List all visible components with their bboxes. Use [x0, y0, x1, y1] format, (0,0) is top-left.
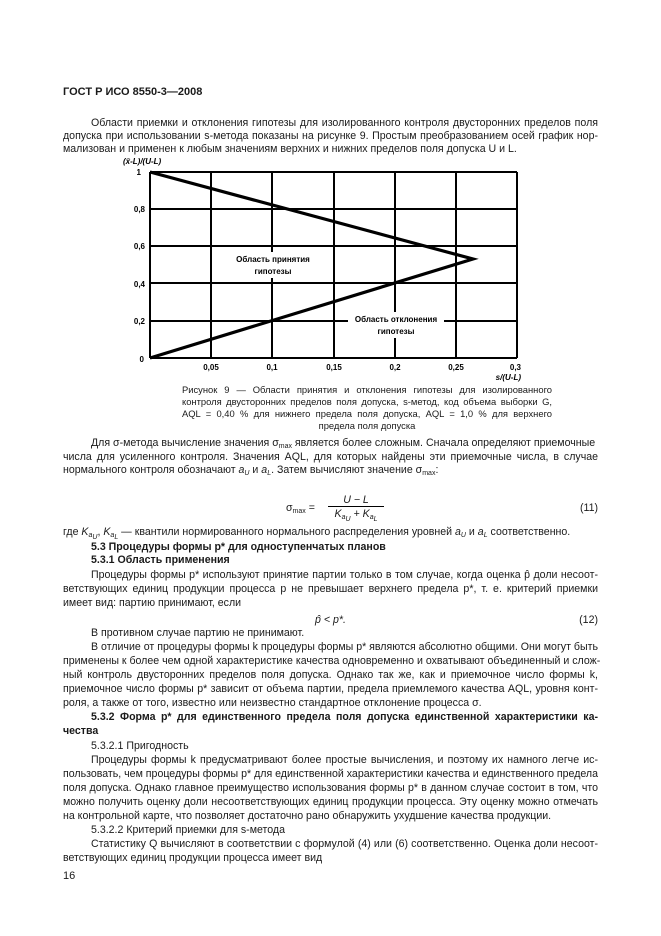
p5322-line-1: Статистику Q вычисляют в соответствии с формулой (4) или (6) соответственно. Оценка доли несоот- [91, 838, 598, 850]
p5322-line-2: ветствующих единиц продукции процесса имеет вид [63, 852, 323, 864]
svg-text:0,15: 0,15 [326, 363, 342, 372]
svg-text:0,3: 0,3 [509, 363, 521, 372]
intro-line-1: Области приемки и отклонения гипотезы для изолированного контроля двусторонних пределов поля [91, 117, 598, 129]
equation-12-number: (12) [579, 614, 598, 626]
p-diff-line-2: применены к более чем одной характеристике качества одновременно и охватывают объединенный и слож- [63, 655, 601, 667]
rejection-region-label: Область отклонения [354, 315, 438, 324]
svg-text:0,2: 0,2 [133, 317, 145, 326]
section-5-3-1-heading: 5.3.1 Область применения [91, 554, 230, 566]
svg-text:гипотезы: гипотезы [254, 267, 292, 276]
where-line: где $K_{a_U}$, $K_{a_L}$ — квантили нормированного нормального распределения уровней $a_U$ и $a_L$ соответственно. [63, 526, 571, 541]
p5321-line-3: поля допуска. Однако главное преимущество использования формы p* в данном случае состоит в том, что [63, 782, 598, 794]
p531-line-1: Процедуры формы p* используют принятие партии только в том случае, когда оценка p̂ доли несоот- [91, 569, 598, 581]
section-5-3-2-heading-cont: чества [63, 725, 99, 737]
chart-grid [150, 172, 517, 358]
svg-text:0,2: 0,2 [389, 363, 401, 372]
equation-11-number: (11) [579, 502, 598, 514]
p5321-line-2: пользовать, чем процедуры формы p* для единственной характеристики качества и единственного предела [63, 768, 598, 780]
chart-y-axis-label: (x̄-L)/(U-L) [123, 157, 162, 166]
sigma-paragraph-line-3: нормального контроля обозначают $a_U$ и $a_L$. Затем вычисляют значение $\sigma_{max}$: [63, 464, 439, 477]
p5321-line-5: на контрольной карте, что позволяет достаточно рано обнаружить ухудшение качества продукции. [63, 810, 552, 822]
section-5-3-2-2-heading: 5.3.2.2 Критерий приемки для s-метода [91, 824, 285, 836]
p-diff-line-4: приемочное число формы p* зависит от объема партии, предела приемлемого качества AQL, уровня конт- [63, 683, 598, 695]
svg-text:0,6: 0,6 [133, 242, 145, 251]
equation-12: p̂ < p*. [315, 614, 346, 626]
section-5-3-heading: 5.3 Процедуры формы p* для одноступенчатых планов [91, 541, 386, 553]
svg-text:0,25: 0,25 [448, 363, 464, 372]
sigma-paragraph-line-2: числа для усиленного контроля. Значения AQL, для которых найдены эти приемочные числа, в случае [63, 451, 598, 463]
svg-text:0,05: 0,05 [203, 363, 219, 372]
svg-text:0,8: 0,8 [133, 205, 145, 214]
page-number: 16 [63, 870, 76, 882]
intro-line-2: допуска при использовании s-метода показаны на рисунке 9. Простым преобразованием осей график нор- [63, 130, 598, 142]
p531-line-3: имеет вид: партию принимают, если [63, 597, 242, 609]
p-diff-line-3: ный контроль двусторонних пределов поля допуска. Однако так же, как и приемочное число формы k, [63, 669, 598, 681]
svg-text:0,1: 0,1 [266, 363, 278, 372]
figure-9-chart [0, 0, 661, 400]
svg-text:0: 0 [139, 355, 144, 364]
p5321-line-1: Процедуры формы k предусматривают более простые вычисления, и поэтому их намного легче ис- [91, 754, 598, 766]
section-5-3-2-1-heading: 5.3.2.1 Пригодность [91, 740, 189, 752]
p5321-line-4: можно получить оценку доли несоответствующих единиц продукции процесса. Эту оценку можно отмечать [63, 796, 598, 808]
sigma-paragraph-line-1: Для σ-метода вычисление значения $\sigma_{max}$ является более сложным. Сначала определяют приемочные [91, 437, 596, 450]
p-diff-line-1: В отличие от процедуры формы k процедуры формы p* являются абсолютно общими. Они могут быть [91, 641, 598, 653]
section-5-3-2-heading: 5.3.2 Форма p* для единственного предела поля допуска единственной характеристики ка- [91, 711, 598, 723]
document-header: ГОСТ Р ИСО 8550-3—2008 [63, 86, 203, 98]
p531-line-2: ветствующих единиц продукции процесса p не превышает верхнего предела p*, т. е. критерий приемки [63, 583, 598, 595]
intro-line-3: мализован и применен к любым значениям верхних и нижних пределов поля допуска U и L. [63, 143, 517, 155]
p-diff-line-5: роля, а также от того, известно или неизвестно стандартное отклонение процесса σ. [63, 697, 482, 709]
acceptance-region-label: Область принятия [236, 255, 310, 264]
chart-x-axis-label: s/(U-L) [495, 373, 521, 382]
figure-caption: Рисунок 9 — Области принятия и отклонения гипотезы для изолированного контроля двусторонних пределов поля допуска, s-метод, код объема выборки G, AQL = 0,40 % для нижнего предела поля допуска, AQL = 1,0 % для верхнего предела поля допуска [182, 384, 552, 431]
svg-text:0,4: 0,4 [133, 280, 145, 289]
svg-text:гипотезы: гипотезы [377, 327, 415, 336]
svg-text:1: 1 [136, 168, 141, 177]
p-else: В противном случае партию не принимают. [91, 627, 305, 639]
